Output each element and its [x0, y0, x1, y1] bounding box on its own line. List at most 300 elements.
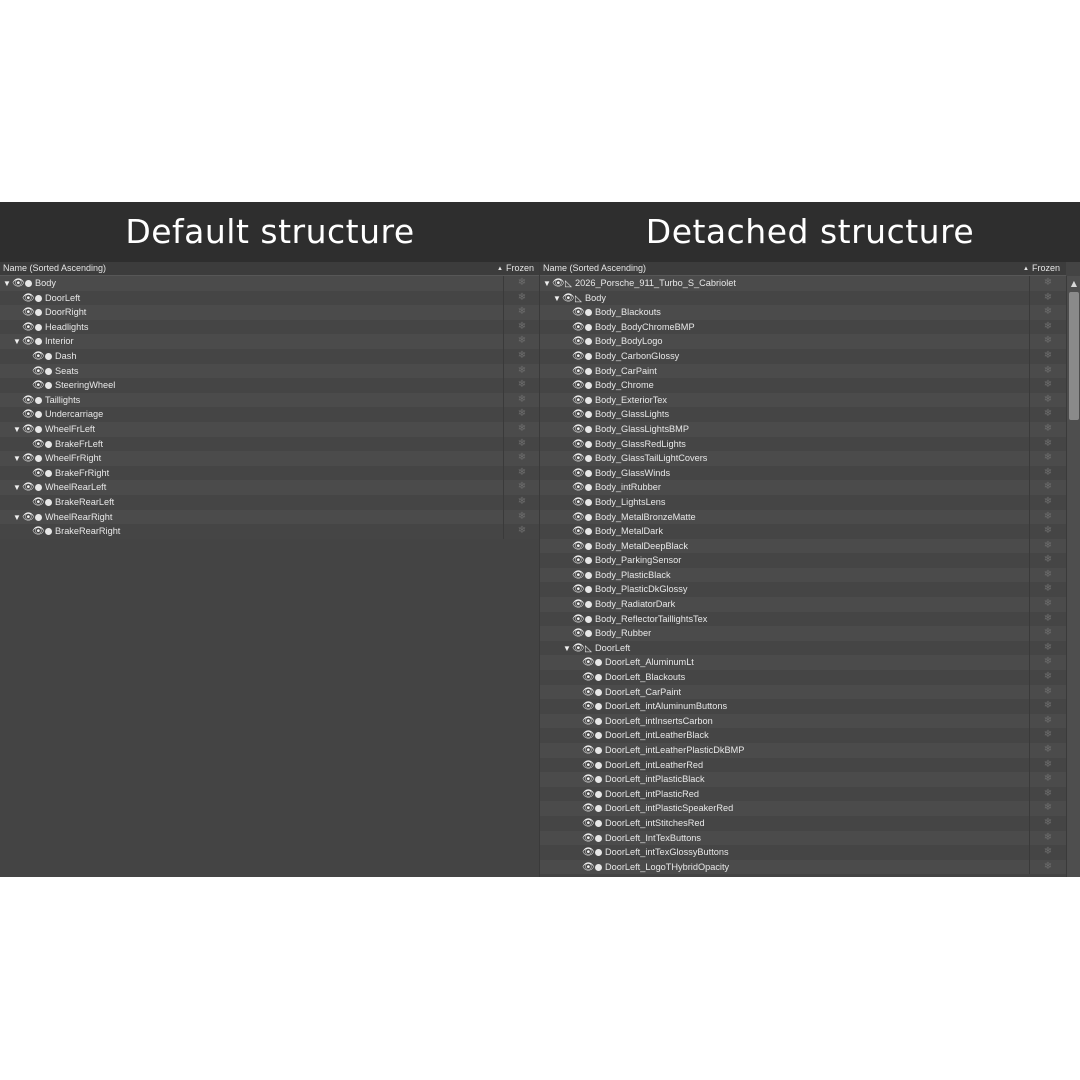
visibility-eye-icon[interactable]: 👁︎	[572, 599, 585, 611]
frozen-snowflake-icon[interactable]: ❄	[503, 393, 540, 408]
render-dot-icon[interactable]	[45, 441, 52, 448]
frozen-snowflake-icon[interactable]: ❄	[503, 480, 540, 495]
render-dot-icon[interactable]	[585, 470, 592, 477]
tree-row[interactable]	[0, 320, 540, 335]
expand-triangle-icon[interactable]: ▼	[3, 279, 11, 288]
frozen-snowflake-icon[interactable]: ❄	[1029, 466, 1066, 481]
tree-row[interactable]	[540, 320, 1066, 335]
tree-row[interactable]	[540, 393, 1066, 408]
visibility-eye-icon[interactable]: 👁︎	[22, 409, 35, 421]
frozen-snowflake-icon[interactable]: ❄	[503, 407, 540, 422]
tree-item-label: BrakeFrRight	[55, 467, 110, 478]
visibility-eye-icon[interactable]: 👁︎	[582, 759, 595, 771]
visibility-eye-icon[interactable]: 👁︎	[22, 336, 35, 348]
tree-item-label: Body_GlassRedLights	[595, 438, 686, 449]
render-dot-icon[interactable]	[45, 499, 52, 506]
tree-row[interactable]	[540, 787, 1066, 802]
frozen-snowflake-icon[interactable]: ❄	[1029, 393, 1066, 408]
visibility-eye-icon[interactable]: 👁︎	[572, 642, 585, 654]
tree-row[interactable]	[540, 466, 1066, 481]
tree-item-label: Body_Chrome	[595, 380, 654, 391]
tree-row[interactable]	[0, 305, 540, 320]
visibility-eye-icon[interactable]: 👁︎	[572, 613, 585, 625]
tree-row[interactable]	[540, 276, 1066, 291]
tree-item-label: DoorLeft_Blackouts	[605, 672, 686, 683]
render-dot-icon[interactable]	[595, 762, 602, 769]
tree-item-label: Body_ExteriorTex	[595, 394, 668, 405]
visibility-eye-icon[interactable]: 👁︎	[582, 715, 595, 727]
visibility-eye-icon[interactable]: 👁︎	[22, 453, 35, 465]
tree-item-label: WheelRearLeft	[45, 482, 107, 493]
frozen-snowflake-icon[interactable]: ❄	[503, 451, 540, 466]
frozen-snowflake-icon[interactable]: ❄	[1029, 728, 1066, 743]
render-dot-icon[interactable]	[45, 528, 52, 535]
tree-row[interactable]	[540, 334, 1066, 349]
frozen-snowflake-icon[interactable]: ❄	[1029, 568, 1066, 583]
frozen-snowflake-icon[interactable]: ❄	[1029, 305, 1066, 320]
tree-item-label: Body_ParkingSensor	[595, 555, 682, 566]
render-dot-icon[interactable]	[585, 484, 592, 491]
render-dot-icon[interactable]	[585, 397, 592, 404]
tree-row[interactable]	[540, 860, 1066, 875]
tree-item-label: Dash	[55, 350, 77, 361]
frozen-snowflake-icon[interactable]: ❄	[1029, 641, 1066, 656]
tree-row[interactable]	[0, 466, 540, 481]
outliner-tree	[0, 276, 540, 539]
frozen-snowflake-icon[interactable]: ❄	[1029, 816, 1066, 831]
tree-row[interactable]	[0, 349, 540, 364]
tree-item-label: DoorLeft_intLeatherBlack	[605, 730, 709, 741]
render-dot-icon[interactable]	[45, 368, 52, 375]
tree-item-label: DoorLeft_intLeatherRed	[605, 759, 704, 770]
render-dot-icon[interactable]	[595, 747, 602, 754]
frozen-snowflake-icon[interactable]: ❄	[503, 334, 540, 349]
expand-triangle-icon[interactable]: ▼	[13, 424, 21, 434]
tree-row[interactable]	[540, 553, 1066, 568]
frozen-snowflake-icon[interactable]: ❄	[1029, 597, 1066, 612]
visibility-eye-icon[interactable]: 👁︎	[582, 701, 595, 713]
frozen-snowflake-icon[interactable]: ❄	[1029, 758, 1066, 773]
tree-row[interactable]	[0, 480, 540, 495]
visibility-eye-icon[interactable]: 👁︎	[32, 380, 45, 392]
render-dot-icon[interactable]	[585, 557, 592, 564]
frozen-snowflake-icon[interactable]: ❄	[1029, 787, 1066, 802]
group-node-icon: ◺	[565, 278, 572, 288]
frozen-snowflake-icon[interactable]: ❄	[1029, 626, 1066, 641]
render-dot-icon[interactable]	[585, 499, 592, 506]
tree-row[interactable]	[540, 758, 1066, 773]
default-structure-outliner	[0, 262, 540, 877]
render-dot-icon[interactable]	[595, 776, 602, 783]
visibility-eye-icon[interactable]: 👁︎	[582, 861, 595, 873]
visibility-eye-icon[interactable]: 👁︎	[572, 380, 585, 392]
tree-item-label: WheelRearRight	[45, 511, 113, 522]
visibility-eye-icon[interactable]: 👁︎	[32, 365, 45, 377]
frozen-snowflake-icon[interactable]: ❄	[1029, 451, 1066, 466]
tree-item-label: Body	[35, 278, 56, 288]
tree-row[interactable]	[540, 568, 1066, 583]
tree-item-label: DoorLeft_LogoTHybridOpacity	[605, 861, 730, 872]
tree-item-label: WheelFrRight	[45, 453, 102, 464]
frozen-column-label: Frozen	[1031, 263, 1060, 273]
frozen-snowflake-icon[interactable]: ❄	[1029, 612, 1066, 627]
expand-triangle-icon[interactable]: ▼	[553, 293, 561, 303]
frozen-snowflake-icon[interactable]: ❄	[1029, 860, 1066, 875]
render-dot-icon[interactable]	[35, 295, 42, 302]
visibility-eye-icon[interactable]: 👁︎	[572, 409, 585, 421]
frozen-snowflake-icon[interactable]: ❄	[1029, 714, 1066, 729]
visibility-eye-icon[interactable]: 👁︎	[582, 788, 595, 800]
tree-row[interactable]	[540, 597, 1066, 612]
tree-item-label: Body_BodyLogo	[595, 336, 663, 347]
tree-row[interactable]	[540, 743, 1066, 758]
tree-row[interactable]	[540, 612, 1066, 627]
frozen-snowflake-icon[interactable]: ❄	[1029, 378, 1066, 393]
tree-item-label: Body	[585, 292, 606, 303]
tree-row[interactable]	[0, 437, 540, 452]
frozen-snowflake-icon[interactable]: ❄	[1029, 845, 1066, 860]
render-dot-icon[interactable]	[35, 411, 42, 418]
tree-row[interactable]	[540, 378, 1066, 393]
render-dot-icon[interactable]	[35, 397, 42, 404]
render-dot-icon[interactable]	[585, 368, 592, 375]
tree-item-label: Body_BodyChromeBMP	[595, 321, 695, 332]
frozen-snowflake-icon[interactable]: ❄	[1029, 480, 1066, 495]
visibility-eye-icon[interactable]: 👁︎	[572, 628, 585, 640]
tree-row[interactable]	[540, 772, 1066, 787]
tree-row[interactable]	[540, 641, 1066, 656]
visibility-eye-icon[interactable]: 👁︎	[582, 657, 595, 669]
tree-row[interactable]	[540, 655, 1066, 670]
render-dot-icon[interactable]	[585, 455, 592, 462]
render-dot-icon[interactable]	[595, 674, 602, 681]
visibility-eye-icon[interactable]: 👁︎	[12, 278, 25, 289]
visibility-eye-icon[interactable]: 👁︎	[22, 292, 35, 304]
frozen-snowflake-icon[interactable]: ❄	[1029, 495, 1066, 510]
render-dot-icon[interactable]	[45, 382, 52, 389]
visibility-eye-icon[interactable]: 👁︎	[32, 467, 45, 479]
frozen-snowflake-icon[interactable]: ❄	[1029, 685, 1066, 700]
frozen-snowflake-icon[interactable]: ❄	[1029, 422, 1066, 437]
tree-item-label: DoorLeft_intInsertsCarbon	[605, 715, 713, 726]
render-dot-icon[interactable]	[585, 382, 592, 389]
tree-item-label: Headlights	[45, 321, 89, 332]
render-dot-icon[interactable]	[35, 484, 42, 491]
visibility-eye-icon[interactable]: 👁︎	[582, 730, 595, 742]
tree-item-label: Seats	[55, 365, 79, 376]
visibility-eye-icon[interactable]: 👁︎	[572, 467, 585, 479]
tree-row[interactable]	[540, 699, 1066, 714]
frozen-snowflake-icon[interactable]: ❄	[503, 305, 540, 320]
tree-row[interactable]	[540, 539, 1066, 554]
tree-item-label: BrakeFrLeft	[55, 438, 103, 449]
tree-row[interactable]	[540, 685, 1066, 700]
render-dot-icon[interactable]	[585, 514, 592, 521]
tree-row[interactable]	[0, 364, 540, 379]
frozen-snowflake-icon[interactable]: ❄	[1029, 655, 1066, 670]
tree-item-label: Body_MetalBronzeMatte	[595, 511, 696, 522]
render-dot-icon[interactable]	[35, 514, 42, 521]
render-dot-icon[interactable]	[45, 353, 52, 360]
tree-row[interactable]	[540, 510, 1066, 525]
tree-row[interactable]	[540, 437, 1066, 452]
tree-item-label: DoorLeft_intLeatherPlasticDkBMP	[605, 745, 745, 755]
tree-item-label: BrakeRearRight	[55, 526, 121, 537]
visibility-eye-icon[interactable]: 👁︎	[582, 774, 595, 786]
tree-row[interactable]	[0, 334, 540, 349]
visibility-eye-icon[interactable]: 👁︎	[562, 292, 575, 304]
visibility-eye-icon[interactable]: 👁︎	[582, 832, 595, 844]
tree-item-label: DoorLeft_CarPaint	[605, 686, 682, 697]
expand-triangle-icon[interactable]: ▼	[13, 454, 21, 464]
tree-row[interactable]	[540, 495, 1066, 510]
render-dot-icon[interactable]	[595, 703, 602, 710]
frozen-snowflake-icon[interactable]: ❄	[503, 510, 540, 525]
outliner-tree	[540, 276, 1066, 874]
frozen-snowflake-icon[interactable]: ❄	[503, 524, 540, 539]
render-dot-icon[interactable]	[585, 528, 592, 535]
render-dot-icon[interactable]	[35, 309, 42, 316]
tree-row[interactable]	[0, 422, 540, 437]
frozen-snowflake-icon[interactable]: ❄	[503, 422, 540, 437]
tree-row[interactable]	[540, 451, 1066, 466]
tree-item-label: Body_MetalDark	[595, 526, 663, 537]
tree-row[interactable]	[0, 393, 540, 408]
visibility-eye-icon[interactable]: 👁︎	[572, 350, 585, 362]
scroll-up-arrow-icon[interactable]: ▲	[1070, 279, 1078, 288]
expand-triangle-icon[interactable]: ▼	[13, 483, 21, 493]
visibility-eye-icon[interactable]: 👁︎	[582, 847, 595, 859]
render-dot-icon[interactable]	[585, 586, 592, 593]
tree-row[interactable]	[0, 291, 540, 306]
visibility-eye-icon[interactable]: 👁︎	[572, 496, 585, 508]
tree-row[interactable]	[0, 451, 540, 466]
tree-item-label: 2026_Porsche_911_Turbo_S_Cabriolet	[575, 278, 736, 288]
visibility-eye-icon[interactable]: 👁︎	[572, 584, 585, 596]
visibility-eye-icon[interactable]: 👁︎	[582, 686, 595, 698]
visibility-eye-icon[interactable]: 👁︎	[572, 423, 585, 435]
render-dot-icon[interactable]	[585, 309, 592, 316]
visibility-eye-icon[interactable]: 👁︎	[22, 482, 35, 494]
tree-row[interactable]	[540, 364, 1066, 379]
tree-row[interactable]	[540, 407, 1066, 422]
tree-item-label: Body_CarPaint	[595, 365, 657, 376]
visibility-eye-icon[interactable]: 👁︎	[32, 438, 45, 450]
frozen-snowflake-icon[interactable]: ❄	[503, 349, 540, 364]
render-dot-icon[interactable]	[45, 470, 52, 477]
visibility-eye-icon[interactable]: 👁︎	[572, 336, 585, 348]
visibility-eye-icon[interactable]: 👁︎	[572, 569, 585, 581]
visibility-eye-icon[interactable]: 👁︎	[572, 307, 585, 319]
tree-row[interactable]	[540, 626, 1066, 641]
tree-row[interactable]	[540, 291, 1066, 306]
visibility-eye-icon[interactable]: 👁︎	[582, 803, 595, 815]
tree-row[interactable]	[540, 816, 1066, 831]
render-dot-icon[interactable]	[585, 616, 592, 623]
visibility-eye-icon[interactable]: 👁︎	[552, 278, 565, 289]
tree-row[interactable]	[540, 801, 1066, 816]
visibility-eye-icon[interactable]: 👁︎	[572, 482, 585, 494]
frozen-snowflake-icon[interactable]: ❄	[503, 466, 540, 481]
frozen-snowflake-icon[interactable]: ❄	[1029, 349, 1066, 364]
render-dot-icon[interactable]	[585, 601, 592, 608]
render-dot-icon[interactable]	[585, 572, 592, 579]
render-dot-icon[interactable]	[595, 864, 602, 871]
frozen-snowflake-icon[interactable]: ❄	[1029, 320, 1066, 335]
frozen-snowflake-icon[interactable]: ❄	[1029, 699, 1066, 714]
scrollbar-thumb[interactable]	[1069, 292, 1079, 420]
frozen-snowflake-icon[interactable]: ❄	[1029, 334, 1066, 349]
name-column-header[interactable]: Name (Sorted Ascending)	[543, 263, 647, 273]
tree-item-label: Body_GlassLights	[595, 409, 670, 420]
frozen-snowflake-icon[interactable]: ❄	[1029, 801, 1066, 816]
tree-row[interactable]	[540, 524, 1066, 539]
tree-item-label: Body_GlassWinds	[595, 467, 671, 478]
visibility-eye-icon[interactable]: 👁︎	[582, 672, 595, 684]
tree-row[interactable]	[540, 831, 1066, 846]
frozen-snowflake-icon[interactable]: ❄	[1029, 510, 1066, 525]
render-dot-icon[interactable]	[595, 835, 602, 842]
frozen-column-label: Frozen	[505, 263, 534, 273]
expand-triangle-icon[interactable]: ▼	[13, 512, 21, 522]
vertical-scrollbar[interactable]	[1066, 276, 1080, 877]
tree-row[interactable]	[0, 407, 540, 422]
visibility-eye-icon[interactable]: 👁︎	[572, 555, 585, 567]
tree-row[interactable]	[540, 728, 1066, 743]
render-dot-icon[interactable]	[595, 849, 602, 856]
visibility-eye-icon[interactable]: 👁︎	[32, 526, 45, 538]
visibility-eye-icon[interactable]: 👁︎	[572, 511, 585, 523]
render-dot-icon[interactable]	[585, 441, 592, 448]
visibility-eye-icon[interactable]: 👁︎	[572, 321, 585, 333]
frozen-column-header[interactable]	[497, 262, 534, 276]
visibility-eye-icon[interactable]: 👁︎	[22, 394, 35, 406]
frozen-snowflake-icon[interactable]: ❄	[503, 320, 540, 335]
frozen-snowflake-icon[interactable]: ❄	[1029, 437, 1066, 452]
render-dot-icon[interactable]	[595, 718, 602, 725]
tree-row[interactable]	[540, 670, 1066, 685]
render-dot-icon[interactable]	[35, 338, 42, 345]
render-dot-icon[interactable]	[595, 659, 602, 666]
render-dot-icon[interactable]	[595, 689, 602, 696]
tree-row[interactable]	[0, 495, 540, 510]
group-node-icon: ◺	[575, 292, 582, 303]
render-dot-icon[interactable]	[595, 732, 602, 739]
frozen-snowflake-icon[interactable]: ❄	[503, 276, 540, 291]
frozen-snowflake-icon[interactable]: ❄	[1029, 553, 1066, 568]
tree-row[interactable]	[540, 845, 1066, 860]
frozen-snowflake-icon[interactable]: ❄	[1029, 364, 1066, 379]
tree-item-label: Body_GlassTailLightCovers	[595, 453, 708, 464]
render-dot-icon[interactable]	[585, 426, 592, 433]
tree-item-label: DoorLeft_IntTexButtons	[605, 832, 702, 843]
tree-item-label: Body_CarbonGlossy	[595, 350, 680, 361]
sort-ascending-icon: ▲	[1023, 266, 1029, 272]
frozen-snowflake-icon[interactable]: ❄	[1029, 582, 1066, 597]
outliner-header	[0, 262, 540, 276]
render-dot-icon[interactable]	[35, 455, 42, 462]
render-dot-icon[interactable]	[25, 280, 32, 287]
frozen-snowflake-icon[interactable]: ❄	[1029, 524, 1066, 539]
visibility-eye-icon[interactable]: 👁︎	[32, 350, 45, 362]
visibility-eye-icon[interactable]: 👁︎	[572, 453, 585, 465]
visibility-eye-icon[interactable]: 👁︎	[582, 817, 595, 829]
tree-row[interactable]	[540, 422, 1066, 437]
default-structure-title: Default structure	[125, 212, 415, 251]
frozen-snowflake-icon[interactable]: ❄	[1029, 831, 1066, 846]
frozen-snowflake-icon[interactable]: ❄	[503, 364, 540, 379]
visibility-eye-icon[interactable]: 👁︎	[582, 745, 595, 756]
visibility-eye-icon[interactable]: 👁︎	[572, 540, 585, 552]
visibility-eye-icon[interactable]: 👁︎	[572, 438, 585, 450]
tree-row[interactable]	[540, 480, 1066, 495]
tree-row[interactable]	[0, 378, 540, 393]
detached-structure-outliner	[540, 262, 1066, 877]
tree-row[interactable]	[540, 714, 1066, 729]
render-dot-icon[interactable]	[595, 820, 602, 827]
frozen-snowflake-icon[interactable]: ❄	[503, 291, 540, 306]
render-dot-icon[interactable]	[585, 543, 592, 550]
frozen-snowflake-icon[interactable]: ❄	[503, 437, 540, 452]
tree-item-label: Body_Blackouts	[595, 307, 661, 318]
tree-item-label: DoorLeft_intPlasticBlack	[605, 774, 705, 785]
visibility-eye-icon[interactable]: 👁︎	[22, 511, 35, 523]
render-dot-icon[interactable]	[585, 411, 592, 418]
visibility-eye-icon[interactable]: 👁︎	[22, 423, 35, 435]
tree-row[interactable]	[0, 276, 540, 291]
frozen-snowflake-icon[interactable]: ❄	[1029, 539, 1066, 554]
tree-item-label: DoorLeft_AluminumLt	[605, 657, 694, 668]
frozen-snowflake-icon[interactable]: ❄	[1029, 291, 1066, 306]
visibility-eye-icon[interactable]: 👁︎	[22, 307, 35, 319]
tree-item-label: Body_Rubber	[595, 628, 652, 639]
render-dot-icon[interactable]	[35, 324, 42, 331]
visibility-eye-icon[interactable]: 👁︎	[22, 321, 35, 333]
render-dot-icon[interactable]	[585, 353, 592, 360]
expand-triangle-icon[interactable]: ▼	[563, 643, 571, 653]
sort-ascending-icon: ▲	[497, 266, 503, 272]
frozen-column-header[interactable]	[1023, 262, 1060, 276]
tree-item-label: Body_intRubber	[595, 482, 661, 493]
tree-row[interactable]	[540, 305, 1066, 320]
frozen-snowflake-icon[interactable]: ❄	[503, 495, 540, 510]
render-dot-icon[interactable]	[595, 805, 602, 812]
visibility-eye-icon[interactable]: 👁︎	[572, 365, 585, 377]
tree-item-label: Body_GlassLightsBMP	[595, 423, 689, 434]
render-dot-icon[interactable]	[35, 426, 42, 433]
render-dot-icon[interactable]	[585, 630, 592, 637]
expand-triangle-icon[interactable]: ▼	[13, 337, 21, 347]
frozen-snowflake-icon[interactable]: ❄	[1029, 276, 1066, 291]
tree-row[interactable]	[540, 582, 1066, 597]
frozen-snowflake-icon[interactable]: ❄	[1029, 670, 1066, 685]
visibility-eye-icon[interactable]: 👁︎	[572, 526, 585, 538]
name-column-header[interactable]: Name (Sorted Ascending)	[3, 263, 107, 273]
tree-row[interactable]	[540, 349, 1066, 364]
render-dot-icon[interactable]	[585, 338, 592, 345]
expand-triangle-icon[interactable]: ▼	[543, 279, 551, 288]
frozen-snowflake-icon[interactable]: ❄	[1029, 772, 1066, 787]
frozen-snowflake-icon[interactable]: ❄	[1029, 743, 1066, 758]
tree-row[interactable]	[0, 510, 540, 525]
render-dot-icon[interactable]	[595, 791, 602, 798]
frozen-snowflake-icon[interactable]: ❄	[503, 378, 540, 393]
visibility-eye-icon[interactable]: 👁︎	[32, 496, 45, 508]
frozen-snowflake-icon[interactable]: ❄	[1029, 407, 1066, 422]
visibility-eye-icon[interactable]: 👁︎	[572, 394, 585, 406]
tree-row[interactable]	[0, 524, 540, 539]
render-dot-icon[interactable]	[585, 324, 592, 331]
